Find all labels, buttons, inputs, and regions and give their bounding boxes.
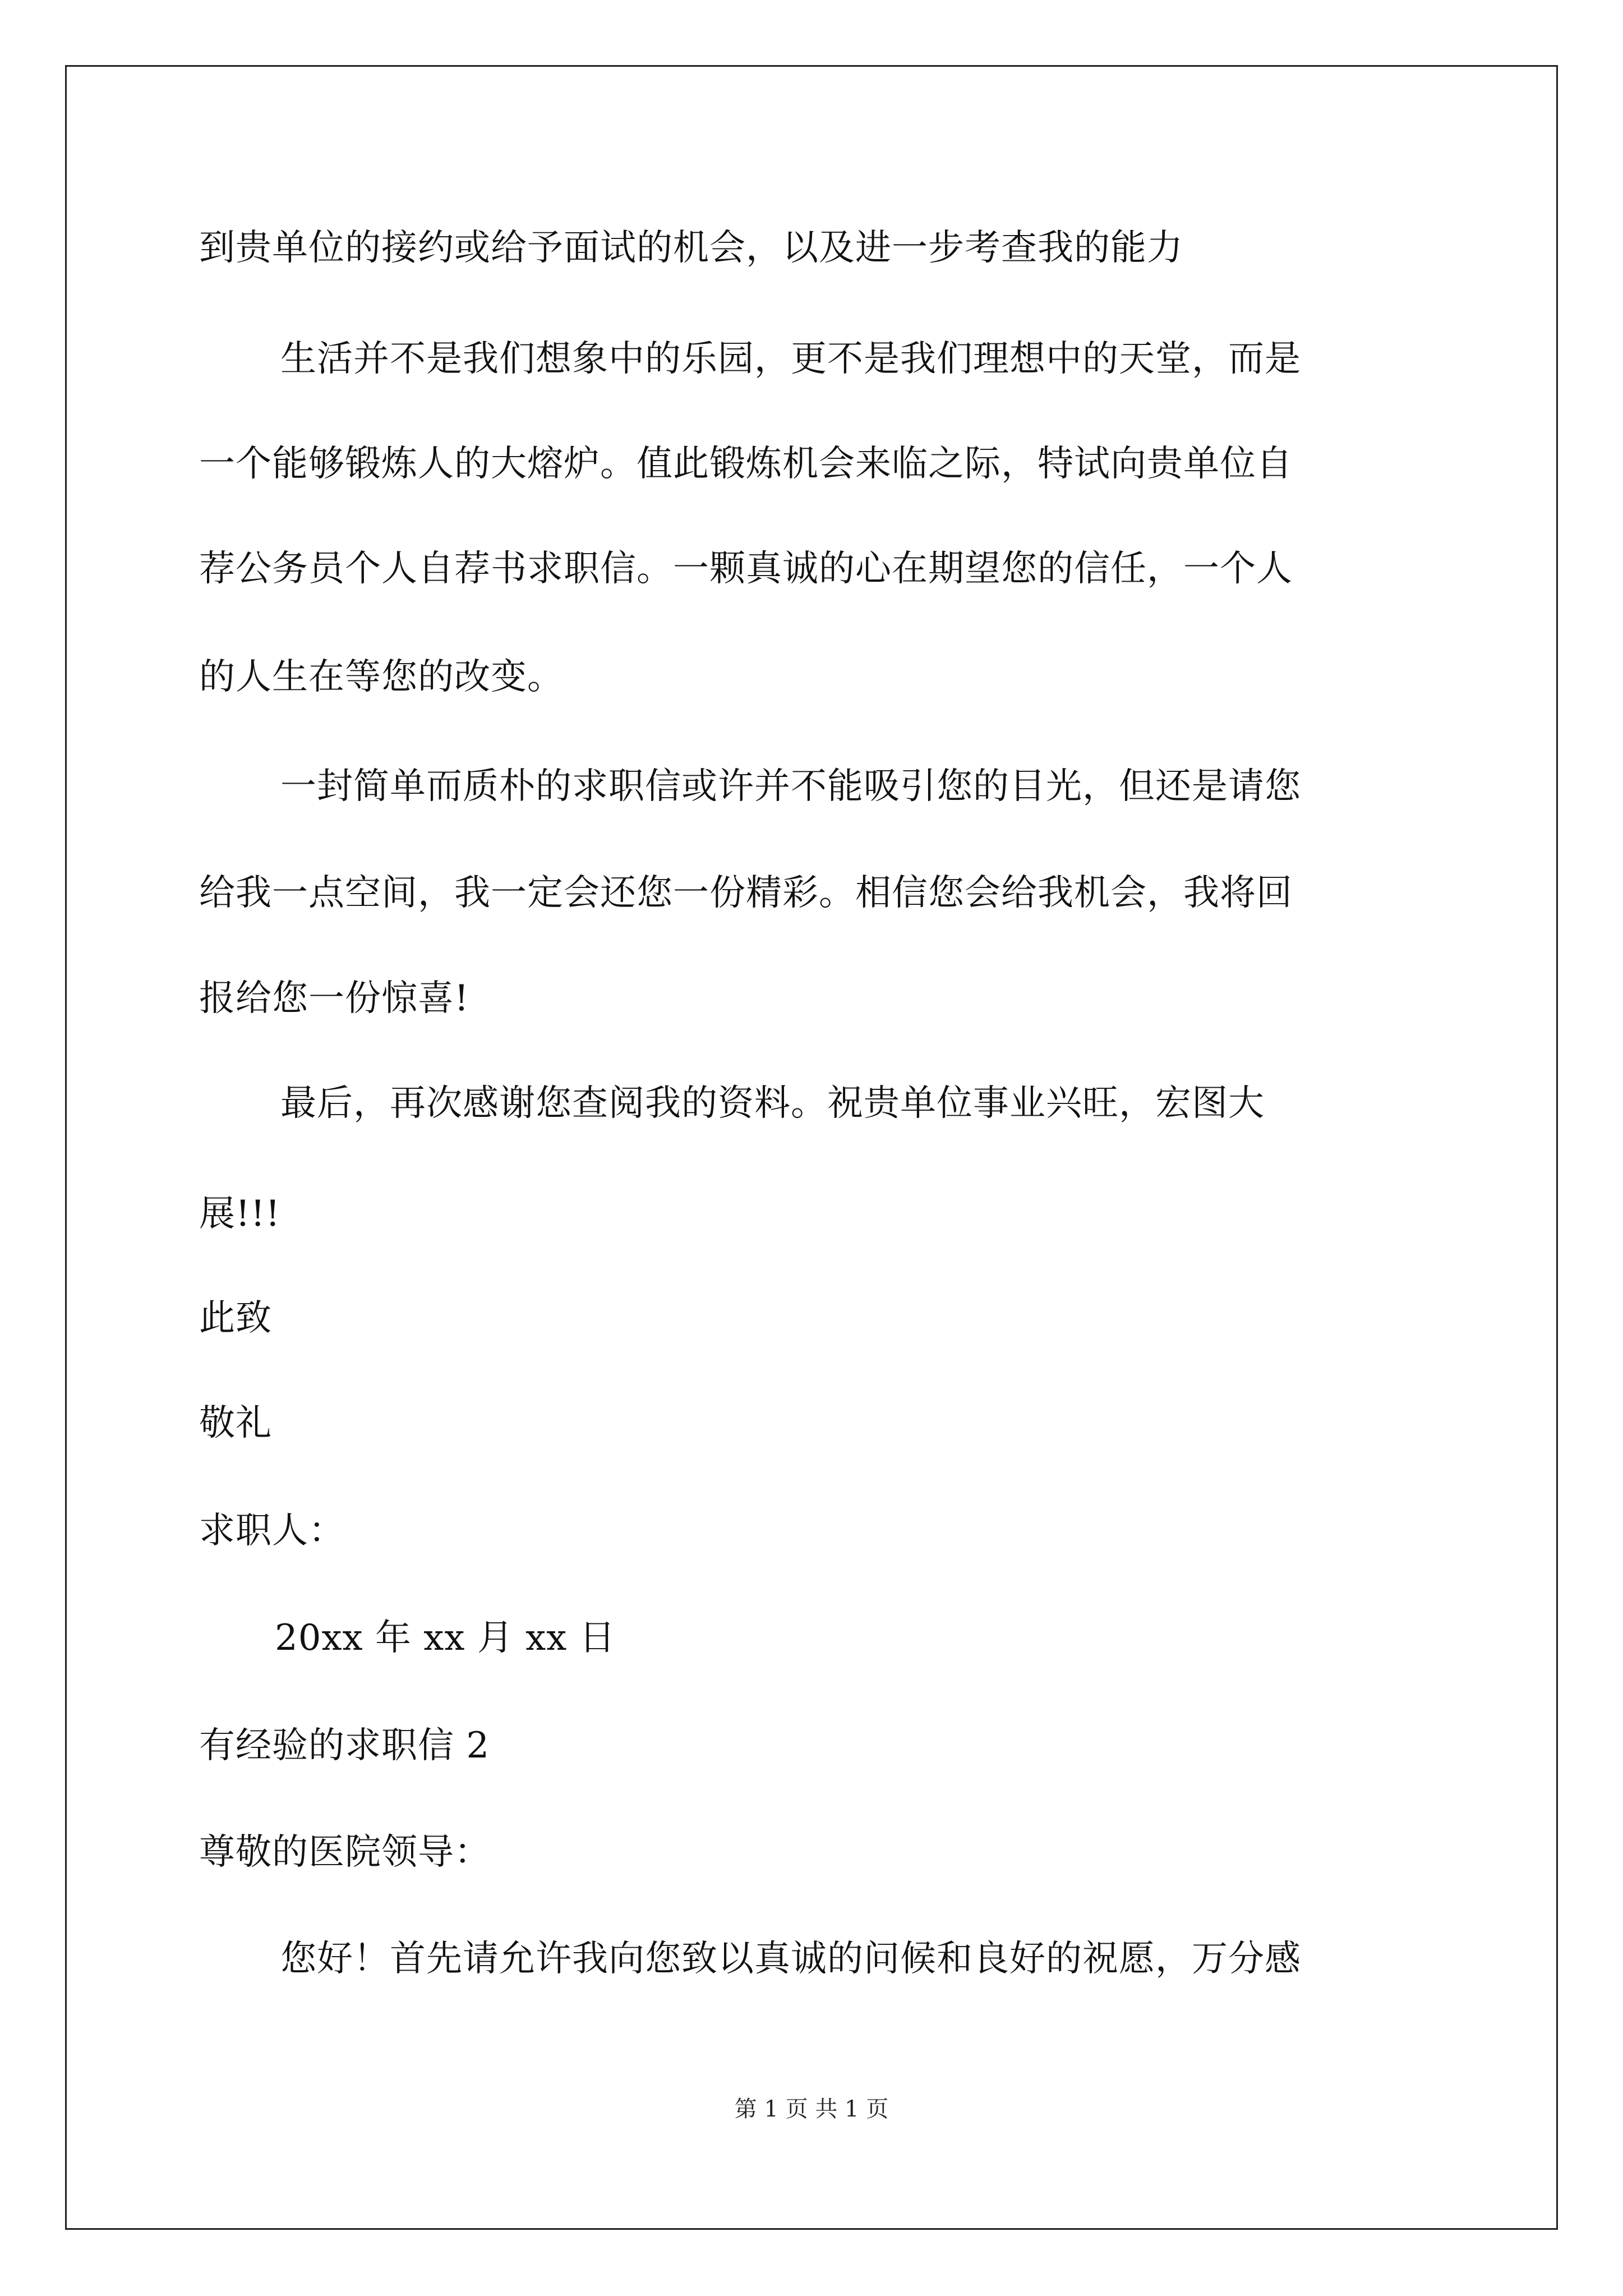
paragraph-line: 的人生在等您的改变。: [199, 656, 564, 698]
paragraph-line: 最后，再次感谢您查阅我的资料。祝贵单位事业兴旺，宏图大: [280, 1083, 1265, 1124]
letter-date: 20xx 年 xx 月 xx 日: [275, 1617, 616, 1659]
paragraph-line: 您好！首先请允许我向您致以真诚的问候和良好的祝愿，万分感: [280, 1938, 1301, 1980]
page-number-footer: 第 1 页 共 1 页: [734, 2096, 889, 2122]
paragraph-line: 一个能够锻炼人的大熔炉。值此锻炼机会来临之际，特试向贵单位自: [199, 443, 1293, 485]
letter-salutation: 尊敬的医院领导：: [199, 1832, 491, 1873]
applicant-signature-label: 求职人：: [199, 1510, 345, 1552]
section-title: 有经验的求职信 2: [199, 1725, 490, 1766]
closing-regards: 敬礼: [199, 1402, 272, 1444]
paragraph-line: 荐公务员个人自荐书求职信。一颗真诚的心在期望您的信任，一个人: [199, 548, 1293, 590]
paragraph-line: 给我一点空间，我一定会还您一份精彩。相信您会给我机会，我将回: [199, 872, 1293, 914]
paragraph-line: 一封简单而质朴的求职信或许并不能吸引您的目光，但还是请您: [280, 766, 1301, 807]
paragraph-line: 到贵单位的接约或给予面试的机会，以及进一步考查我的能力: [199, 227, 1183, 269]
paragraph-line: 报给您一份惊喜!: [199, 978, 469, 1019]
paragraph-line: 展!!!: [199, 1193, 281, 1235]
page-border: [65, 65, 1558, 2230]
closing-salutation: 此致: [199, 1297, 272, 1339]
paragraph-line: 生活并不是我们想象中的乐园，更不是我们理想中的天堂，而是: [280, 338, 1301, 380]
